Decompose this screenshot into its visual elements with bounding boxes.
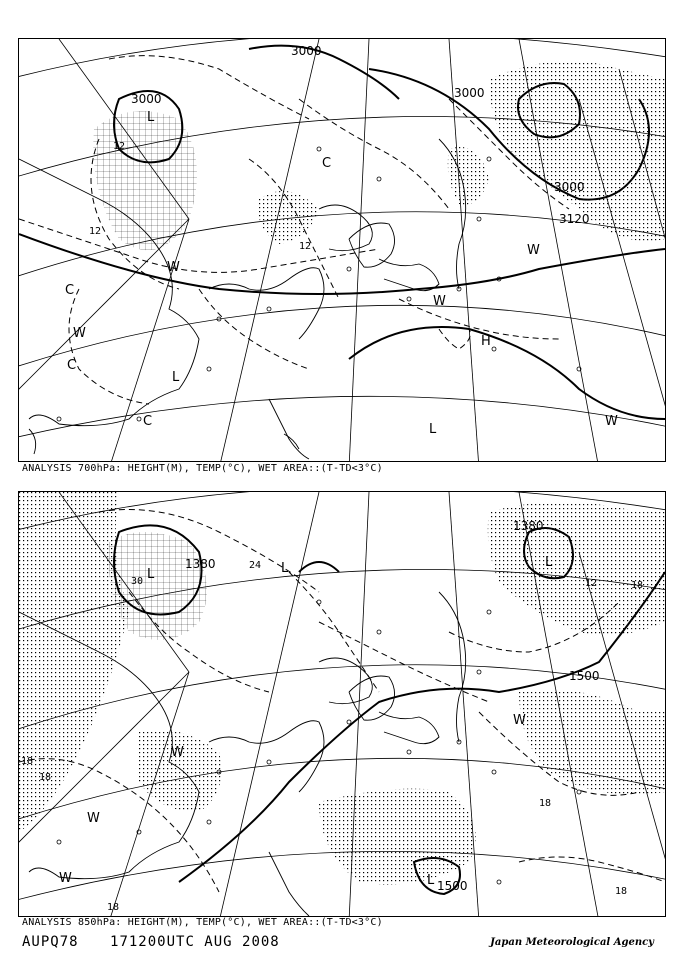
low-symbol: L xyxy=(147,567,155,582)
map-panel-700hpa xyxy=(18,38,666,462)
height-label: 1500 xyxy=(437,879,468,893)
map-700hpa-drawing xyxy=(19,39,665,461)
valid-datetime: 171200UTC AUG 2008 xyxy=(110,934,280,950)
temp-label: 24 xyxy=(249,560,262,571)
height-label: 3120 xyxy=(559,212,590,226)
temp-label: 18 xyxy=(39,772,52,783)
cold-symbol: C xyxy=(322,156,332,171)
warm-symbol: W xyxy=(605,414,618,429)
height-label: 1380 xyxy=(185,557,216,571)
low-symbol: L xyxy=(545,555,553,570)
warm-symbol: W xyxy=(171,745,184,760)
map-850hpa-drawing xyxy=(19,492,665,916)
temp-label: 12 xyxy=(113,141,126,152)
warm-symbol: W xyxy=(513,713,526,728)
temp-label: 12 xyxy=(299,241,312,252)
warm-symbol: W xyxy=(59,871,72,886)
temp-label: 18 xyxy=(107,902,120,913)
low-symbol: L xyxy=(147,110,155,125)
cold-symbol: C xyxy=(143,414,153,429)
temp-label: 18 xyxy=(539,798,552,809)
station-plots-850 xyxy=(57,600,581,884)
warm-symbol: W xyxy=(433,294,446,309)
height-label: 1380 xyxy=(513,519,544,533)
low-symbol: L xyxy=(429,422,437,437)
temp-label: 12 xyxy=(89,226,102,237)
warm-symbol: W xyxy=(527,243,540,258)
height-label: 3000 xyxy=(454,86,485,100)
product-code: AUPQ78 xyxy=(22,934,79,950)
agency-name: Japan Meteorological Agency xyxy=(490,937,654,948)
low-symbol: L xyxy=(427,873,435,888)
coastlines-700 xyxy=(19,139,466,459)
caption-850hpa: ANALYSIS 850hPa: HEIGHT(M), TEMP(°C), WET AREA::(T-TD<3°C) xyxy=(22,917,383,928)
caption-700hpa: ANALYSIS 700hPa: HEIGHT(M), TEMP(°C), WET AREA::(T-TD<3°C) xyxy=(22,463,383,474)
temp-label: 18 xyxy=(631,580,644,591)
temp-label: 18 xyxy=(615,886,628,897)
low-symbol: L xyxy=(281,561,289,576)
warm-symbol: W xyxy=(87,811,100,826)
chart-identifier xyxy=(22,934,302,950)
height-label: 3000 xyxy=(554,180,585,194)
cold-symbol: C xyxy=(67,358,77,373)
high-symbol: H xyxy=(481,334,491,349)
height-label: 3000 xyxy=(291,44,322,58)
warm-symbol: W xyxy=(73,326,86,341)
map-panel-850hpa xyxy=(18,491,666,917)
height-label: 1500 xyxy=(569,669,600,683)
cold-symbol: C xyxy=(65,283,75,298)
wet-areas-850 xyxy=(19,492,665,885)
height-label: 3000 xyxy=(131,92,162,106)
temp-label: 12 xyxy=(585,578,598,589)
temp-label: 18 xyxy=(21,756,34,767)
low-symbol: L xyxy=(172,370,180,385)
temp-label: 30 xyxy=(131,576,144,587)
warm-symbol: W xyxy=(167,260,180,275)
